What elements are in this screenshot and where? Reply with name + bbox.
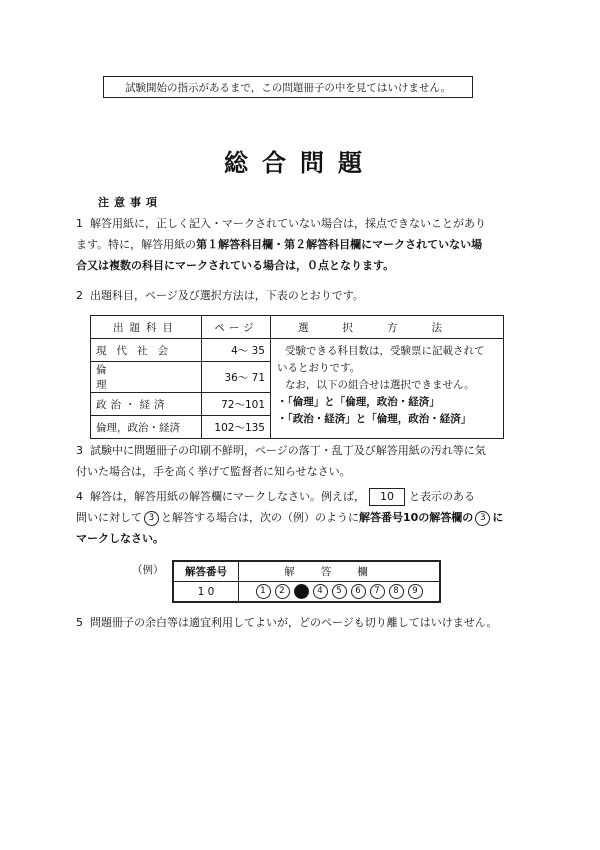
method-line: いるとおりです。 [277,362,361,374]
answer-bubble-icon: 9 [408,584,423,599]
pages-cell: 36～ 71 [202,362,271,393]
item-text-bold: 解答番号10の解答欄の [359,511,474,524]
answer-bubble-icon: 5 [332,584,347,599]
instruction-item-1 [76,213,526,276]
example-header-row [173,561,440,582]
item-text-bold: 第１解答科目欄・第２解答科目欄にマークされていない場 [196,238,483,251]
item-number: 1 [76,217,83,230]
method-line: なお，以下の組合せは選択できません。 [285,379,475,391]
item-line: 付いた場合は，手を高く挙げて監督者に知らせなさい。 [76,465,351,478]
table-row [91,339,504,362]
circled-answer-icon: 3 [475,511,490,526]
pages-cell: 4～ 35 [202,339,271,362]
method-line: ・「倫理」と「倫理，政治・経済」 [277,396,440,408]
example-answer-sheet [172,560,441,603]
answer-bubble-icon: 7 [370,584,385,599]
pages-cell: 72～101 [202,393,271,416]
table-header-row [91,316,504,339]
answer-number-header: 解答番号 [173,561,239,582]
item-number: 2 [76,289,83,302]
item-number: 5 [76,616,83,629]
answer-number-cell: 1 0 [173,582,239,603]
instructions-heading: 注意事項 [98,196,162,209]
answer-field-header: 解答欄 [239,561,441,582]
header-method: 選択方法 [271,316,504,339]
subjects-table [90,315,504,439]
instruction-item-3 [76,440,526,482]
filled-bubble-icon: 3 [294,584,309,599]
selection-method-cell [271,339,504,439]
item-text: 出題科目，ページ及び選択方法は，下表のとおりです。 [90,289,364,302]
exam-start-notice: 試験開始の指示があるまで，この問題冊子の中を見てはいけません。 [103,76,473,98]
item-text: 問題冊子の余白等は適宜利用してよいが，どのページも切り離してはいけません。 [90,616,498,629]
item-text-bold: マークしなさい。 [76,532,164,545]
answer-bubble-icon: 8 [389,584,404,599]
item-text: ます。特に，解答用紙の [76,238,197,251]
subject-cell: 倫理，政治・経済 [91,416,202,439]
item-text: 問いに対して [76,511,142,524]
item-line [76,528,526,549]
item-text-bold: に [492,511,504,524]
item-line [76,234,526,255]
answer-bubble-icon: 4 [313,584,328,599]
page-title: 総合問題 [224,149,376,177]
item-line: 試験中に問題冊子の印刷不鮮明，ページの落丁・乱丁及び解答用紙の汚れ等に気 [90,444,486,457]
answer-number-box: 10 [369,488,405,506]
pages-cell: 102～135 [202,416,271,439]
answer-bubble-icon: 1 [256,584,271,599]
header-subject: 出題科目 [91,316,202,339]
example-row [173,582,440,603]
method-line: ・「政治・経済」と「倫理，政治・経済」 [277,413,472,425]
item-number: 4 [76,490,83,503]
instruction-item-4 [76,486,526,549]
answer-bubble-icon: 2 [275,584,290,599]
method-line: 受験できる科目数は，受験票に記載されて [285,345,485,357]
item-line [76,507,526,528]
example-label: （例） [132,564,164,576]
header-pages: ページ [202,316,271,339]
subject-cell: 倫理 [91,362,202,393]
instruction-item-5 [76,612,526,633]
answer-bubble-icon: 6 [351,584,366,599]
item-text: と表示のある [409,490,475,503]
subject-cell: 現代社会 [91,339,202,362]
subject-cell: 政治・経済 [91,393,202,416]
circled-answer-icon: 3 [144,511,159,526]
instruction-item-2 [76,285,526,306]
item-text-bold: 合又は複数の科目にマークされている場合は，０点となります。 [76,259,395,272]
item-text: 解答は，解答用紙の解答欄にマークしなさい。例えば， [90,490,365,503]
item-line [76,255,526,276]
item-text: と解答する場合は，次の（例）のように [161,511,359,524]
item-number: 3 [76,444,83,457]
item-line: 解答用紙に，正しく記入・マークされていない場合は，採点できないことがあり [90,217,486,230]
item-line [90,486,526,507]
answer-bubbles [239,582,441,603]
